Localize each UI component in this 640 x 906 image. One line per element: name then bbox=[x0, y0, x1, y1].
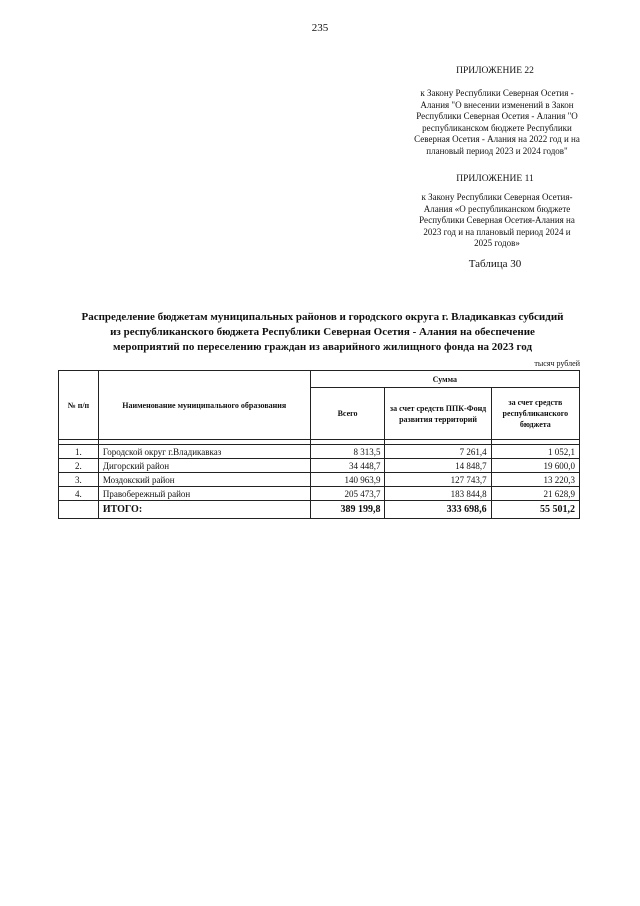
table-row bbox=[59, 487, 580, 501]
appendix-note-line: Республики Северная Осетия-Алания на bbox=[419, 215, 575, 225]
units-label: тысяч рублей bbox=[534, 359, 580, 368]
cell-total: 389 199,8 bbox=[310, 501, 385, 519]
appendix-note-line: к Закону Республики Северная Осетия - bbox=[420, 88, 574, 98]
title-line: Распределение бюджетам муниципальных районов и городского округа г. Владикавказ субсидий bbox=[81, 311, 564, 323]
cell-republic: 13 220,3 bbox=[491, 473, 579, 487]
cell-total: 205 473,7 bbox=[310, 487, 385, 501]
cell-ppk: 333 698,6 bbox=[385, 501, 491, 519]
table-label: Таблица 30 bbox=[468, 258, 522, 270]
page-number: 235 bbox=[311, 22, 329, 34]
cell-total: 34 448,7 bbox=[310, 459, 385, 473]
cell-republic: 21 628,9 bbox=[491, 487, 579, 501]
appendix-note-line: республиканском бюджете Республики bbox=[422, 122, 572, 133]
cell-ppk: 183 844,8 bbox=[385, 487, 491, 501]
appendix-note-line: Республики Северная Осетия - Алания "О bbox=[416, 111, 578, 121]
appendix-note-line: 2025 годов» bbox=[474, 238, 520, 248]
cell-name: Правобережный район bbox=[98, 487, 310, 501]
cell-num: 3. bbox=[59, 473, 99, 487]
cell-total: 140 963,9 bbox=[310, 473, 385, 487]
document-title bbox=[55, 310, 590, 355]
cell-ppk: 7 261,4 bbox=[385, 445, 491, 459]
appendix-note-line: 2023 год и на плановый период 2024 и bbox=[423, 226, 571, 237]
appendix-22-note bbox=[392, 88, 602, 157]
header-name: Наименование муниципального образования bbox=[98, 371, 310, 440]
cell-ppk: 14 848,7 bbox=[385, 459, 491, 473]
total-row bbox=[59, 501, 580, 519]
cell-num bbox=[59, 501, 99, 519]
appendix-11-note bbox=[392, 192, 602, 250]
table-row bbox=[59, 445, 580, 459]
cell-num: 2. bbox=[59, 459, 99, 473]
cell-name: Моздокский район bbox=[98, 473, 310, 487]
appendix-note-line: Алания «О республиканском бюджете bbox=[423, 203, 571, 214]
appendix-note-line: к Закону Республики Северная Осетия- bbox=[421, 192, 573, 202]
title-line: мероприятий по переселению граждан из аварийного жилищного фонда на 2023 год bbox=[112, 341, 533, 353]
cell-num: 1. bbox=[59, 445, 99, 459]
cell-total: 8 313,5 bbox=[310, 445, 385, 459]
header-num: № п/п bbox=[59, 371, 99, 440]
cell-republic: 19 600,0 bbox=[491, 459, 579, 473]
table-row bbox=[59, 459, 580, 473]
appendix-11-title: ПРИЛОЖЕНИЕ 11 bbox=[456, 174, 534, 184]
header-ppk: за счет средств ППК-Фонд развития территорий bbox=[385, 388, 491, 440]
cell-name: Городской округ г.Владикавказ bbox=[98, 445, 310, 459]
budget-table bbox=[58, 370, 580, 519]
table-row bbox=[59, 473, 580, 487]
title-line: из республиканского бюджета Республики Северная Осетия - Алания на обеспечение bbox=[110, 326, 535, 338]
header-total: Всего bbox=[310, 388, 385, 440]
cell-republic: 1 052,1 bbox=[491, 445, 579, 459]
appendix-note-line: плановый период 2023 и 2024 годов" bbox=[426, 145, 568, 156]
header-sum: Сумма bbox=[310, 371, 579, 388]
cell-ppk: 127 743,7 bbox=[385, 473, 491, 487]
cell-num: 4. bbox=[59, 487, 99, 501]
appendix-note-line: Северная Осетия - Алания на 2022 год и на bbox=[414, 134, 580, 144]
appendix-22-title: ПРИЛОЖЕНИЕ 22 bbox=[456, 66, 534, 76]
header-republic: за счет средств республиканского бюджета bbox=[491, 388, 579, 440]
cell-republic: 55 501,2 bbox=[491, 501, 579, 519]
cell-name: Дигорский район bbox=[98, 459, 310, 473]
cell-name: ИТОГО: bbox=[98, 501, 310, 519]
appendix-note-line: Алания "О внесении изменений в Закон bbox=[420, 99, 574, 110]
